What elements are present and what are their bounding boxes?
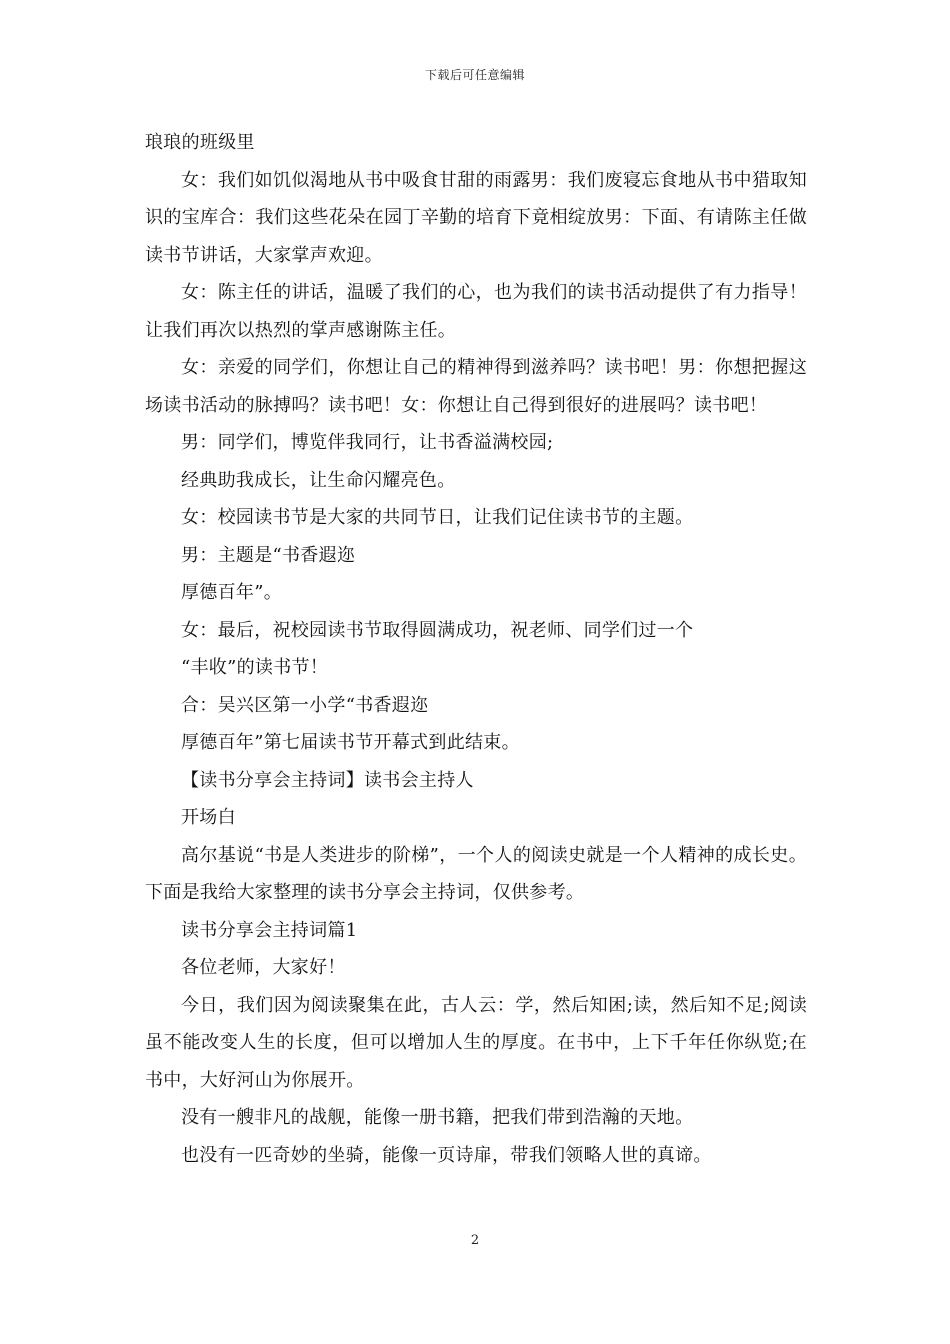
paragraph: 女：校园读书节是大家的共同节日，让我们记住读书节的主题。 (181, 507, 694, 528)
paragraph: 琅琅的班级里 (145, 132, 255, 153)
paragraph: 各位老师，大家好！ (181, 957, 346, 978)
paragraph: “丰收”的读书节！ (181, 657, 329, 678)
document-body (145, 124, 807, 1174)
paragraph: 高尔基说“书是人类进步的阶梯”，一个人的阅读史就是一个人精神的成长史。下面是我给大家整理的读书分享会主持词，仅供参考。 (145, 844, 807, 903)
paragraph: 今日，我们因为阅读聚集在此，古人云：学，然后知困;读，然后知不足;阅读虽不能改变人生的长度，但可以增加人生的厚度。在书中，上下千年任你纵览;在书中，大好河山为你展开。 (145, 994, 807, 1091)
paragraph: 女：最后，祝校园读书节取得圆满成功，祝老师、同学们过一个 (181, 619, 694, 641)
paragraph: 合：吴兴区第一小学“书香遐迩 (181, 694, 429, 716)
paragraph: 女：我们如饥似渴地从书中吸食甘甜的雨露男：我们废寝忘食地从书中猎取知识的宝库合：我们这些花朵在园丁辛勤的培育下竟相绽放男：下面、有请陈主任做读书节讲话，大家掌声欢迎。 (145, 169, 807, 266)
paragraph: 经典助我成长，让生命闪耀亮色。 (181, 469, 456, 491)
page-number: 2 (470, 1233, 480, 1248)
section-heading: 读书分享会主持词篇1 (181, 919, 358, 941)
page-header: 下载后可任意编辑 (424, 68, 525, 82)
paragraph: 厚德百年”第七届读书节开幕式到此结束。 (181, 732, 520, 753)
paragraph: 女：亲爱的同学们，你想让自己的精神得到滋养吗？读书吧！男：你想把握这场读书活动的脉搏吗？读书吧！女：你想让自己得到很好的进展吗？读书吧！ (145, 357, 807, 416)
paragraph: 男：主题是“书香遐迩 (181, 544, 356, 566)
section-heading: 【读书分享会主持词】读书会主持人 (181, 769, 474, 791)
paragraph: 开场白 (181, 807, 236, 828)
paragraph: 也没有一匹奇妙的坐骑，能像一页诗扉，带我们领略人世的真谛。 (181, 1144, 712, 1166)
paragraph: 女：陈主任的讲话，温暖了我们的心，也为我们的读书活动提供了有力指导！让我们再次以热烈的掌声感谢陈主任。 (145, 282, 807, 341)
paragraph: 厚德百年”。 (181, 582, 283, 603)
paragraph: 男：同学们，博览伴我同行，让书香溢满校园; (181, 432, 554, 453)
paragraph: 没有一艘非凡的战舰，能像一册书籍，把我们带到浩瀚的天地。 (181, 1107, 694, 1128)
